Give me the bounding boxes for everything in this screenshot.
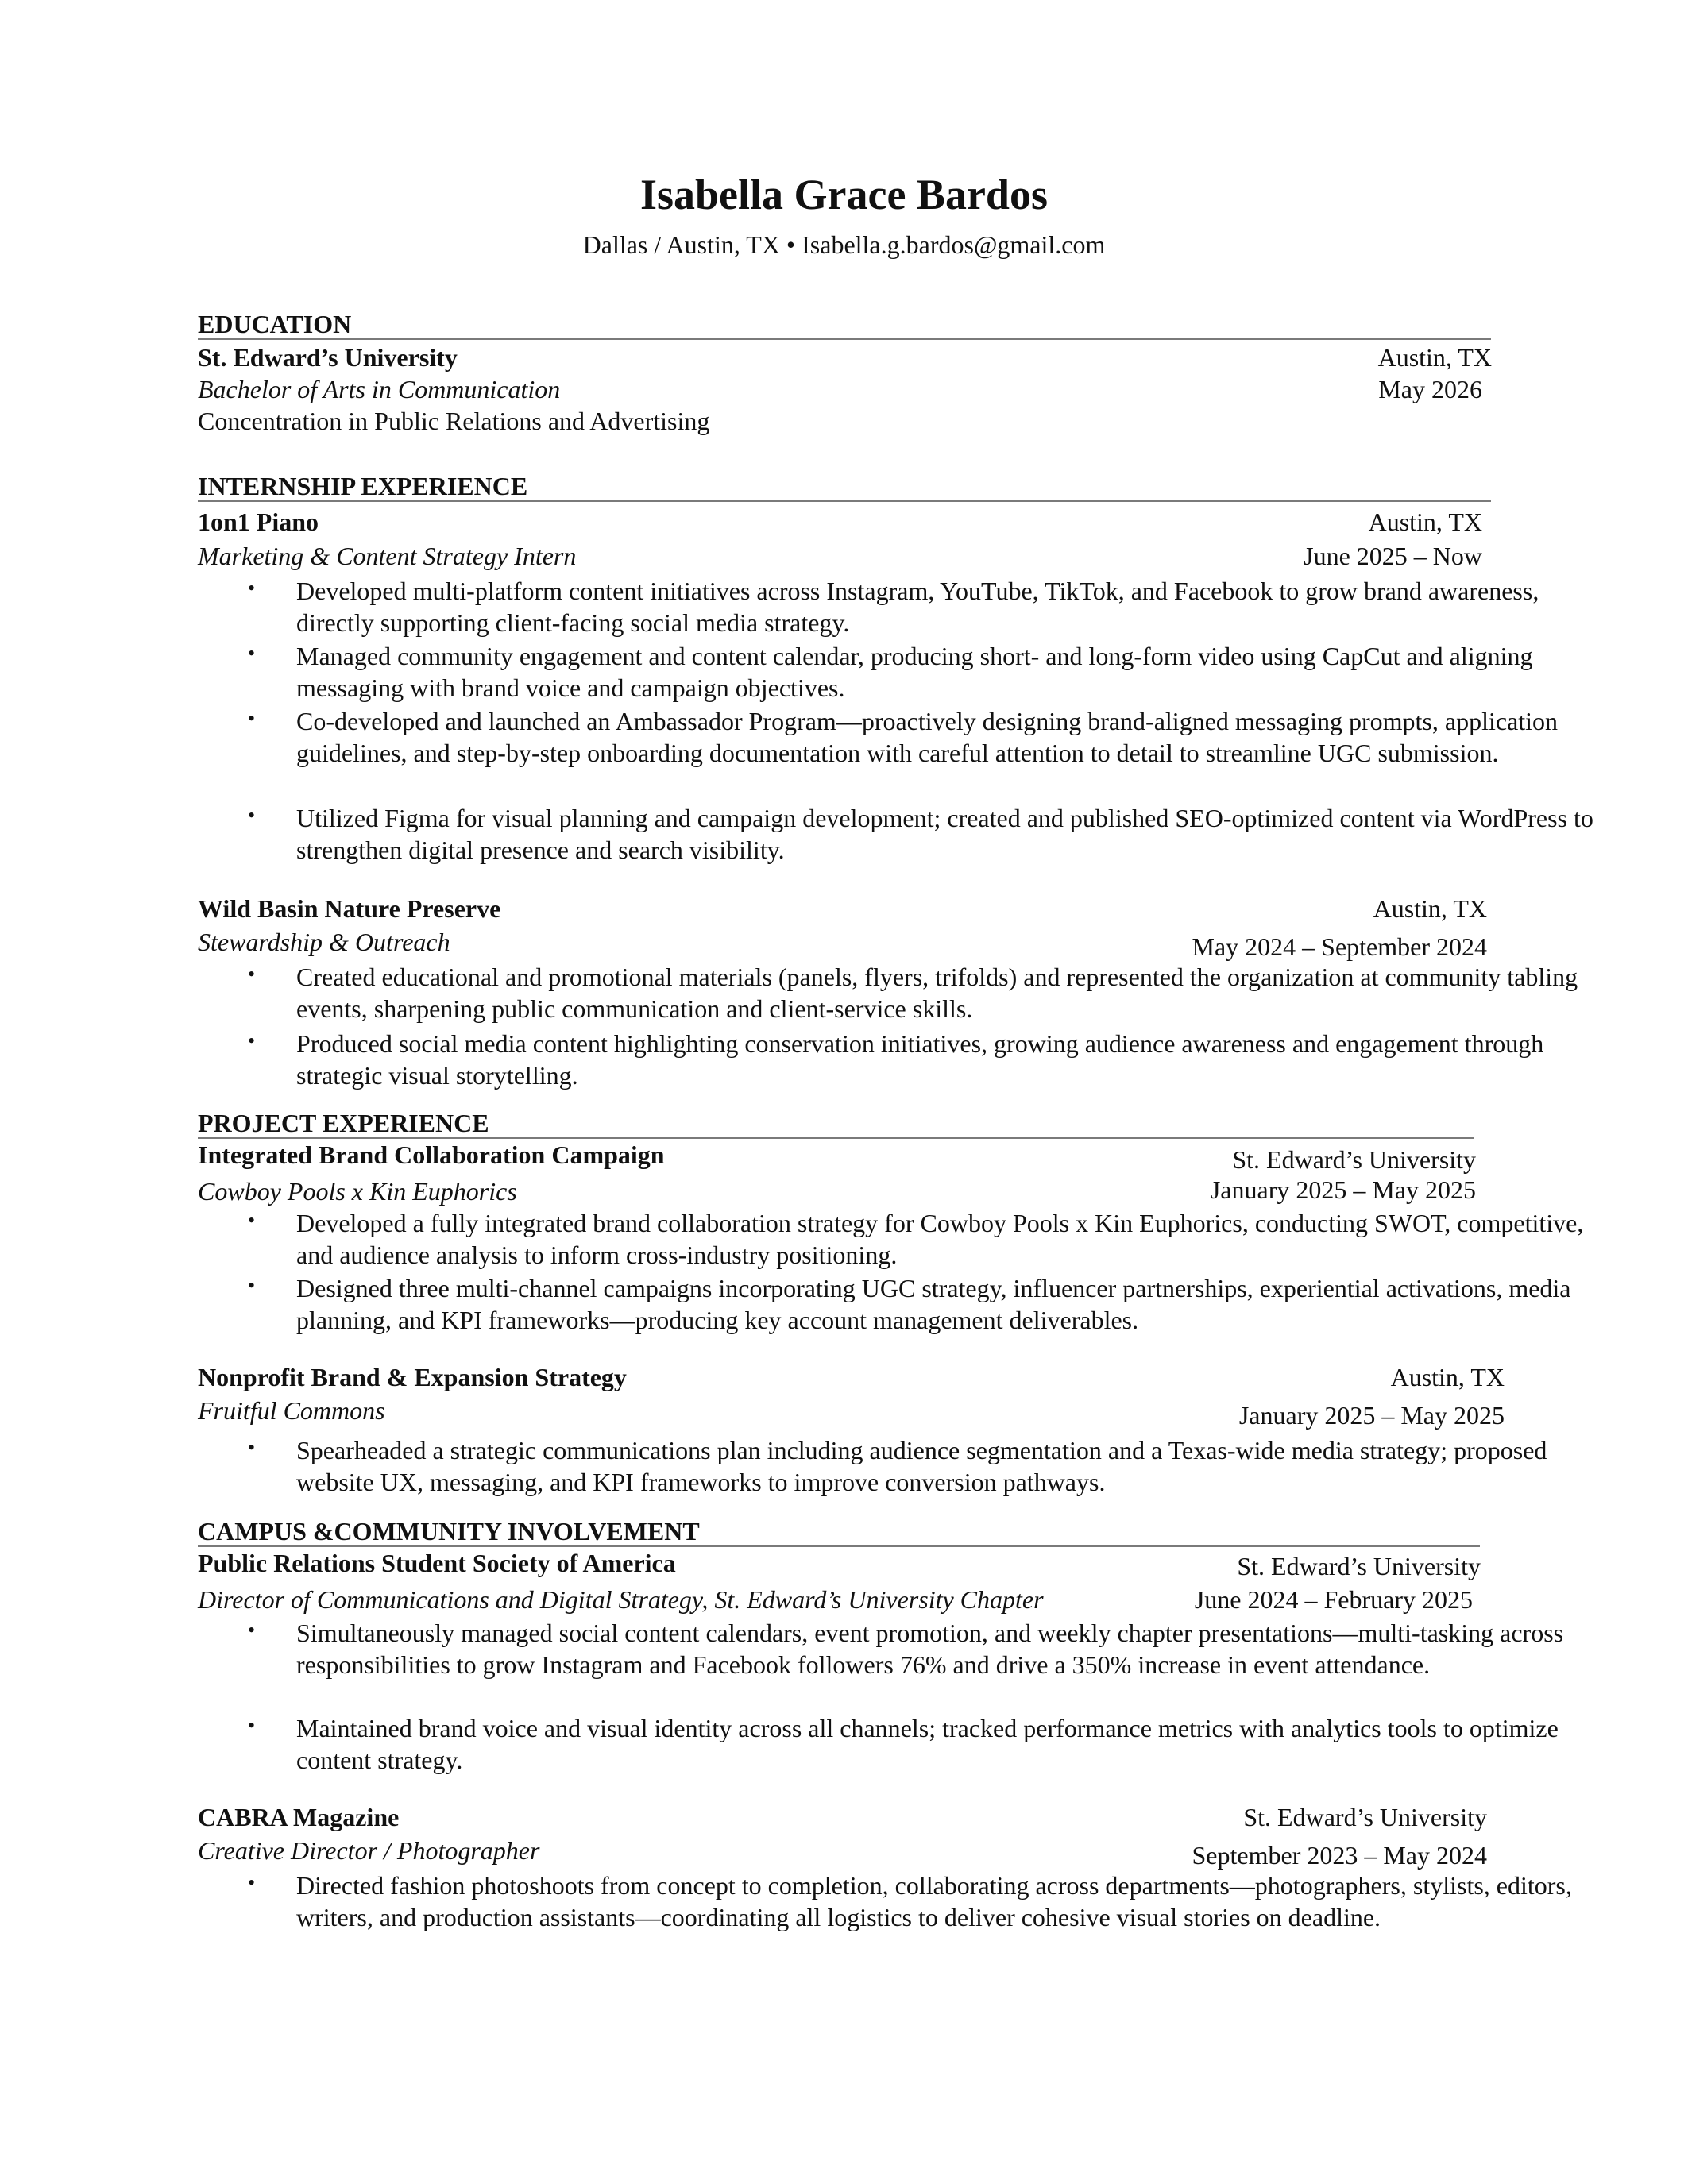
entry-date: January 2025 – May 2025 [1210, 1175, 1476, 1204]
entry-org: CABRA Magazine [198, 1803, 400, 1831]
bullet-text: Produced social media content highlighting conservation initiatives, growing audience awareness and engagement through strategic visual storytelling. [296, 1029, 1544, 1090]
bullet-icon: • [248, 1029, 256, 1052]
bullet-text: Utilized Figma for visual planning and campaign development; created and published SEO-optimized content via WordPress to strengthen digital presence and search visibility. [296, 804, 1593, 864]
bullet-icon: • [248, 1209, 256, 1232]
bullet-text: Maintained brand voice and visual identity across all channels; tracked performance metrics with analytics tools to optimize content strategy. [296, 1714, 1559, 1774]
degree: Bachelor of Arts in Communication [198, 375, 561, 403]
entry-org: Nonprofit Brand & Expansion Strategy [198, 1363, 627, 1391]
bullet-text: Created educational and promotional materials (panels, flyers, trifolds) and represented the organization at community tabling events, sharpening public communication and client-service skills. [296, 963, 1578, 1023]
bullet-icon: • [248, 707, 256, 730]
entry-location: Austin, TX [1368, 507, 1482, 536]
section-title-projects: PROJECT EXPERIENCE [198, 1109, 489, 1137]
entry-role: Director of Communications and Digital Strategy, St. Edward’s University Chapter [198, 1585, 1044, 1614]
bullet-text: Co-developed and launched an Ambassador Program—proactively designing brand-aligned messaging prompts, application guidelines, and step-by-step onboarding documentation with careful attention to detail to streamline UGC submission. [296, 707, 1559, 767]
entry-org: Public Relations Student Society of America [198, 1549, 676, 1577]
section-divider [198, 338, 1491, 340]
entry-location: St. Edward’s University [1237, 1552, 1481, 1580]
entry-role: Stewardship & Outreach [198, 928, 450, 956]
bullet-icon: • [248, 1436, 256, 1459]
bullet-icon: • [248, 642, 256, 665]
entry-date: May 2024 – September 2024 [1192, 932, 1487, 961]
entry-org: 1on1 Piano [198, 507, 319, 536]
entry-location: St. Edward’s University [1243, 1803, 1487, 1831]
entry-date: June 2024 – February 2025 [1194, 1585, 1473, 1614]
entry-org: Integrated Brand Collaboration Campaign [198, 1140, 665, 1169]
entry-date: January 2025 – May 2025 [1238, 1401, 1505, 1430]
entry-role: Marketing & Content Strategy Intern [198, 542, 577, 570]
entry-location: Austin, TX [1373, 894, 1487, 923]
bullet-text: Spearheaded a strategic communications plan including audience segmentation and a Texas-wide media strategy; proposed website UX, messaging, and KPI frameworks to improve conversion pathways. [296, 1436, 1547, 1496]
bullet-text: Developed a fully integrated brand collaboration strategy for Cowboy Pools x Kin Euphorics, conducting SWOT, competitive, and audience analysis to inform cross-industry positioning. [296, 1209, 1584, 1269]
bullet-text: Managed community engagement and content calendar, producing short- and long-form video using CapCut and aligning messaging with brand voice and campaign objectives. [296, 642, 1533, 702]
bullet-text: Developed multi-platform content initiatives across Instagram, YouTube, TikTok, and Facebook to grow brand awareness, directly supporting client-facing social media strategy. [296, 577, 1539, 637]
section-title-education: EDUCATION [198, 310, 352, 338]
entry-location: Austin, TX [1390, 1363, 1505, 1391]
bullet-icon: • [248, 1274, 256, 1297]
bullet-text: Designed three multi-channel campaigns incorporating UGC strategy, influencer partnerships, experiential activations, media planning, and KPI frameworks—producing key account management deliverables. [296, 1274, 1571, 1334]
entry-org: Wild Basin Nature Preserve [198, 894, 501, 923]
graduation-date: May 2026 [1378, 375, 1482, 403]
bullet-icon: • [248, 804, 256, 827]
bullet-icon: • [248, 963, 256, 986]
section-divider [198, 500, 1491, 502]
bullet-text: Simultaneously managed social content calendars, event promotion, and weekly chapter presentations—multi-tasking across responsibilities to grow Instagram and Facebook followers 76% and drive a 350% increase in event attendance. [296, 1619, 1564, 1679]
concentration: Concentration in Public Relations and Advertising [198, 407, 710, 435]
entry-role: Fruitful Commons [198, 1396, 385, 1425]
bullet-text: Directed fashion photoshoots from concept to completion, collaborating across departments—photographers, stylists, editors, writers, and production assistants—coordinating all logistics to deliver cohesive visual stories on deadline. [296, 1871, 1572, 1931]
school-location: Austin, TX [1377, 343, 1492, 372]
bullet-icon: • [248, 1619, 256, 1642]
bullet-icon: • [248, 1871, 256, 1894]
section-title-internship: INTERNSHIP EXPERIENCE [198, 472, 528, 500]
entry-date: September 2023 – May 2024 [1192, 1841, 1487, 1870]
school-name: St. Edward’s University [198, 343, 458, 372]
bullet-icon: • [248, 1714, 256, 1737]
entry-location: St. Edward’s University [1232, 1145, 1476, 1174]
entry-date: June 2025 – Now [1304, 542, 1482, 570]
section-title-involvement: CAMPUS &COMMUNITY INVOLVEMENT [198, 1517, 700, 1545]
entry-role: Cowboy Pools x Kin Euphorics [198, 1177, 517, 1206]
bullet-icon: • [248, 577, 256, 600]
candidate-name: Isabella Grace Bardos [640, 171, 1048, 218]
entry-role: Creative Director / Photographer [198, 1836, 540, 1865]
contact-line: Dallas / Austin, TX • Isabella.g.bardos@gmail.com [582, 230, 1106, 259]
